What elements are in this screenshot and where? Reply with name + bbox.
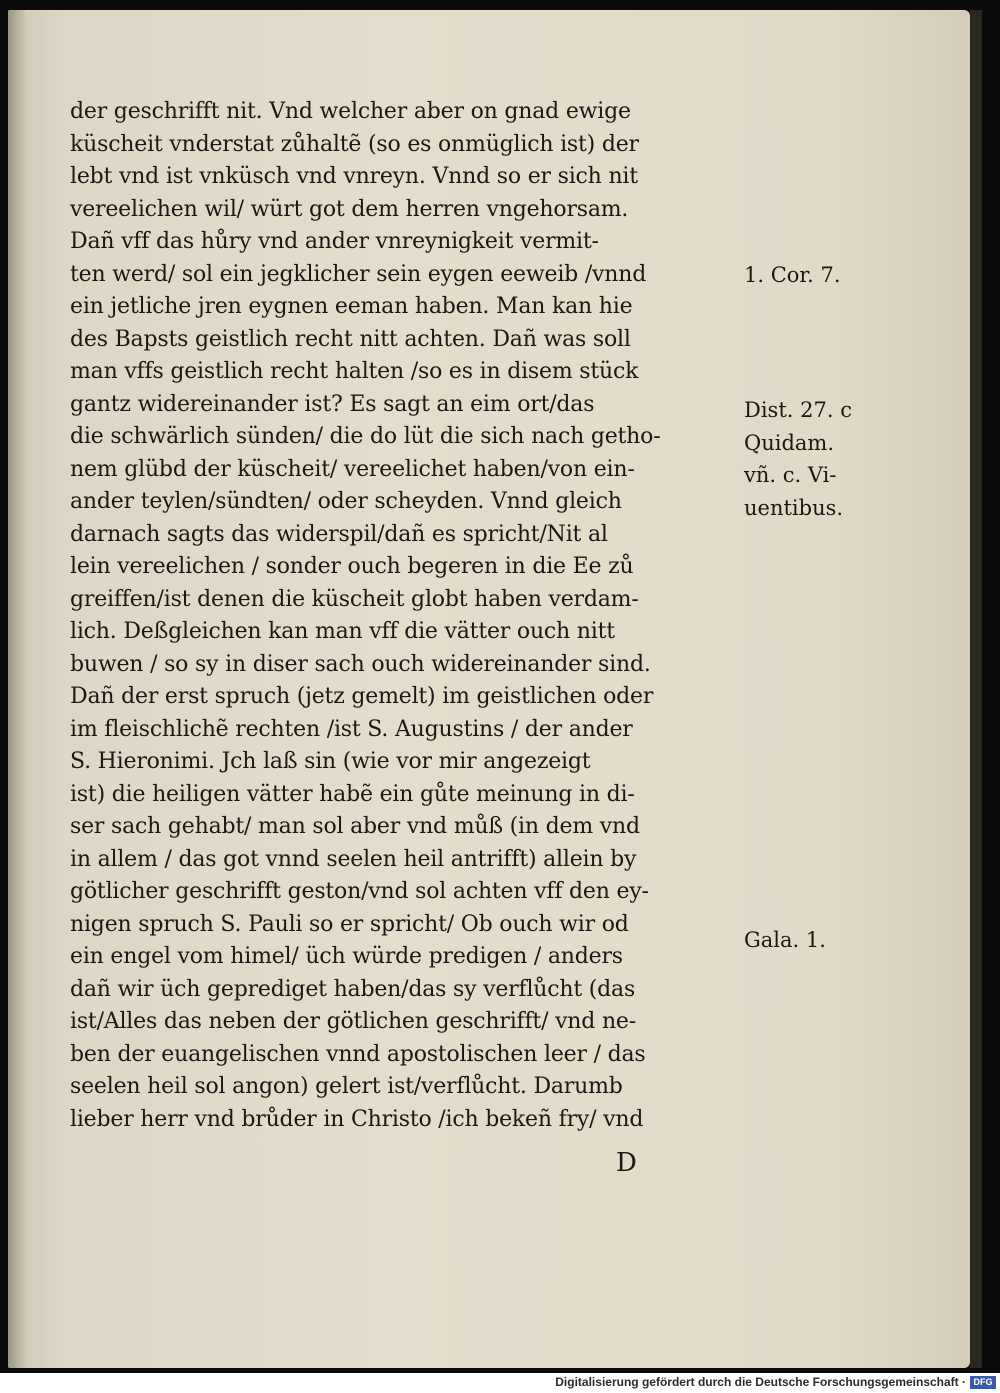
marginal-line: vñ. c. Vi- xyxy=(744,463,837,487)
text-line: ein engel vom himel/ üch würde predigen / anders xyxy=(70,944,623,969)
text-line: ben der euangelischen vnnd apostolischen leer / das xyxy=(70,1041,646,1067)
body-text xyxy=(70,96,750,1136)
footer-bar xyxy=(0,1373,1000,1393)
text-line: Dañ vff das hůry vnd ander vnreynigkeit vermit- xyxy=(70,229,599,254)
text-line: nem glübd der küscheit/ vereelichet haben/von ein- xyxy=(70,456,635,482)
marginal-note-cor xyxy=(744,259,874,292)
text-line: greiffen/ist denen die küscheit globt haben verdam- xyxy=(70,586,639,612)
page-gutter xyxy=(8,10,26,1368)
marginal-line: Quidam. xyxy=(744,430,835,455)
text-line: dañ wir üch geprediget haben/das sy verflůcht (das xyxy=(70,976,636,1002)
text-line: ist/Alles das neben der götlichen geschrifft/ vnd ne- xyxy=(70,1009,636,1034)
text-line: Dañ der erst spruch (jetz gemelt) im geistlichen oder xyxy=(70,684,654,709)
text-line: man vffs geistlich recht halten /so es in disem stück xyxy=(70,359,639,384)
text-line: ein jetliche jren eygnen eeman haben. Man kan hie xyxy=(70,294,633,319)
text-line: küscheit vnderstat zůhaltẽ (so es onmüglich ist) der xyxy=(70,131,639,157)
text-line: lich. Deßgleichen kan man vff die vätter ouch nitt xyxy=(70,619,615,644)
text-line: götlicher geschrifft geston/vnd sol achten vff den ey- xyxy=(70,879,649,904)
text-line: darnach sagts das widerspil/dañ es spricht/Nit al xyxy=(70,521,608,547)
text-line: in allem / das got vnnd seelen heil antrifft) allein by xyxy=(70,846,637,872)
dfg-logo: DFG xyxy=(970,1376,996,1389)
marginal-line: Gala. 1. xyxy=(744,928,826,952)
text-line: S. Hieronimi. Jch laß sin (wie vor mir angezeigt xyxy=(70,749,591,774)
catchword: D xyxy=(616,1148,637,1178)
text-line: nigen spruch S. Pauli so er spricht/ Ob ouch wir od xyxy=(70,911,629,937)
text-line: seelen heil sol angon) gelert ist/verflůcht. Darumb xyxy=(70,1074,623,1099)
text-line: lein vereelichen / sonder ouch begeren in die Ee zů xyxy=(70,554,634,579)
text-line: ist) die heiligen vätter habẽ ein gůte meinung in di- xyxy=(70,781,635,807)
text-line: ten werd/ sol ein jegklicher sein eygen eeweib /vnnd xyxy=(70,261,647,287)
text-line: buwen / so sy in diser sach ouch widereinander sind. xyxy=(70,651,651,677)
marginal-note-gala xyxy=(744,924,874,957)
text-line: im fleischlichẽ rechten /ist S. Augustins / der ander xyxy=(70,716,633,742)
marginal-line: Dist. 27. c xyxy=(744,398,852,422)
funding-notice: Digitalisierung gefördert durch die Deutsche Forschungsgemeinschaft · xyxy=(555,1375,966,1389)
text-line: lebt vnd ist vnküsch vnd vnreyn. Vnnd so er sich nit xyxy=(70,164,638,189)
text-line: vereelichen wil/ würt got dem herren vngehorsam. xyxy=(70,196,629,222)
text-line: gantz widereinander ist? Es sagt an eim ort/das xyxy=(70,391,595,417)
text-line: des Bapsts geistlich recht nitt achten. Dañ was soll xyxy=(70,326,631,352)
marginal-line: uentibus. xyxy=(744,495,844,520)
page-edge xyxy=(970,10,982,1368)
text-line: die schwärlich sünden/ die do lüt die sich nach getho- xyxy=(70,424,661,449)
text-line: lieber herr vnd brůder in Christo /ich bekeñ fry/ vnd xyxy=(70,1106,644,1132)
marginal-line: 1. Cor. 7. xyxy=(744,263,841,287)
text-line: ser sach gehabt/ man sol aber vnd můß (in dem vnd xyxy=(70,814,640,839)
text-line: ander teylen/sündten/ oder scheyden. Vnnd gleich xyxy=(70,489,622,514)
marginal-note-dist xyxy=(744,394,874,524)
text-line: der geschrifft nit. Vnd welcher aber on gnad ewige xyxy=(70,99,631,124)
